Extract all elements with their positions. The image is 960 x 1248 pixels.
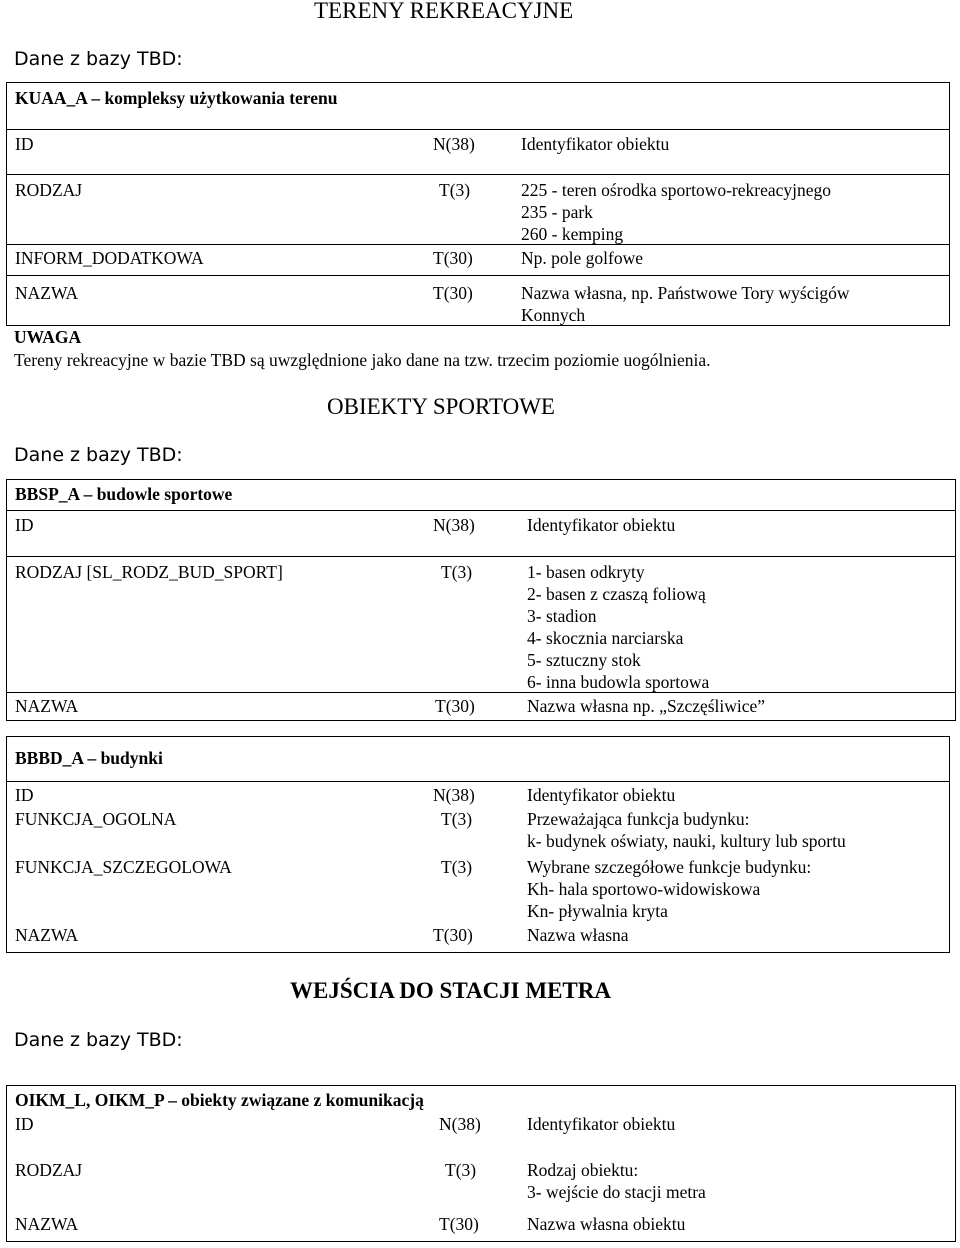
field-name: RODZAJ <box>15 1160 83 1180</box>
field-desc: Identyfikator obiektu <box>527 1114 676 1134</box>
table-name: OIKM_L, OIKM_P – obiekty związane z komunikacją <box>15 1090 424 1110</box>
field-name: ID <box>15 515 34 535</box>
field-desc: Przeważająca funkcja budynku: k- budynek oświaty, nauki, kultury lub sportu <box>527 809 846 851</box>
field-desc: Identyfikator obiektu <box>527 785 676 805</box>
table-name: BBBD_A – budynki <box>15 748 163 768</box>
field-name: ID <box>15 134 34 154</box>
table-oikm <box>6 1085 956 1242</box>
section-title-wejscia: WEJŚCIA DO STACJI METRA <box>290 978 611 1003</box>
field-desc: Nazwa własna np. „Szczęśliwice” <box>527 696 766 716</box>
field-type: T(30) <box>433 925 473 945</box>
source-label: Dane z bazy TBD: <box>14 48 183 70</box>
table-kuaa <box>6 82 950 326</box>
field-desc: 1- basen odkryty 2- basen z czaszą foliową 3- stadion 4- skocznia narciarska 5- sztuczny stok 6- inna budowla sportowa <box>527 562 710 692</box>
table-name: KUAA_A – kompleksy użytkowania terenu <box>15 88 338 108</box>
field-desc: 225 - teren ośrodka sportowo-rekreacyjnego 235 - park 260 - kemping <box>521 180 832 244</box>
field-type: T(3) <box>441 562 473 582</box>
field-desc: Nazwa własna <box>527 925 629 945</box>
field-name: NAZWA <box>15 1214 79 1234</box>
field-name: RODZAJ <box>15 180 83 200</box>
field-desc: Nazwa własna obiektu <box>527 1214 686 1234</box>
field-type: T(30) <box>435 696 475 716</box>
field-type: N(38) <box>439 1114 481 1134</box>
section-title-tereny: TERENY REKREACYJNE <box>314 0 574 23</box>
field-type: T(3) <box>445 1160 477 1180</box>
field-name: NAZWA <box>15 925 79 945</box>
field-type: T(3) <box>439 180 471 200</box>
source-label: Dane z bazy TBD: <box>14 1029 183 1051</box>
table-name: BBSP_A – budowle sportowe <box>15 484 233 504</box>
field-type: T(30) <box>439 1214 479 1234</box>
field-type: N(38) <box>433 785 475 805</box>
field-desc: Wybrane szczegółowe funkcje budynku: Kh- hala sportowo-widowiskowa Kn- pływalnia kryta <box>527 857 812 921</box>
field-name: NAZWA <box>15 283 79 303</box>
field-name: INFORM_DODATKOWA <box>15 248 204 268</box>
field-desc: Np. pole golfowe <box>521 248 643 268</box>
table-bbbd <box>6 736 950 953</box>
note-text: Tereny rekreacyjne w bazie TBD są uwzględnione jako dane na tzw. trzecim poziomie uogólnienia. <box>14 350 711 370</box>
field-type: N(38) <box>433 134 475 154</box>
field-desc: Rodzaj obiektu: 3- wejście do stacji metra <box>527 1160 706 1202</box>
field-type: T(3) <box>441 857 473 877</box>
field-type: T(30) <box>433 283 473 303</box>
field-desc: Nazwa własna, np. Państwowe Tory wyścigów Konnych <box>521 283 850 325</box>
field-name: FUNKCJA_OGOLNA <box>15 809 177 829</box>
field-name: ID <box>15 785 34 805</box>
field-name: ID <box>15 1114 34 1134</box>
table-bbsp <box>6 479 956 721</box>
field-desc: Identyfikator obiektu <box>521 134 670 154</box>
field-type: N(38) <box>433 515 475 535</box>
field-name: NAZWA <box>15 696 79 716</box>
field-desc: Identyfikator obiektu <box>527 515 676 535</box>
section-title-obiekty: OBIEKTY SPORTOWE <box>327 394 555 419</box>
field-name: RODZAJ [SL_RODZ_BUD_SPORT] <box>15 562 283 582</box>
note-title: UWAGA <box>14 327 82 347</box>
source-label: Dane z bazy TBD: <box>14 444 183 466</box>
field-name: FUNKCJA_SZCZEGOLOWA <box>15 857 232 877</box>
field-type: T(30) <box>433 248 473 268</box>
field-type: T(3) <box>441 809 473 829</box>
